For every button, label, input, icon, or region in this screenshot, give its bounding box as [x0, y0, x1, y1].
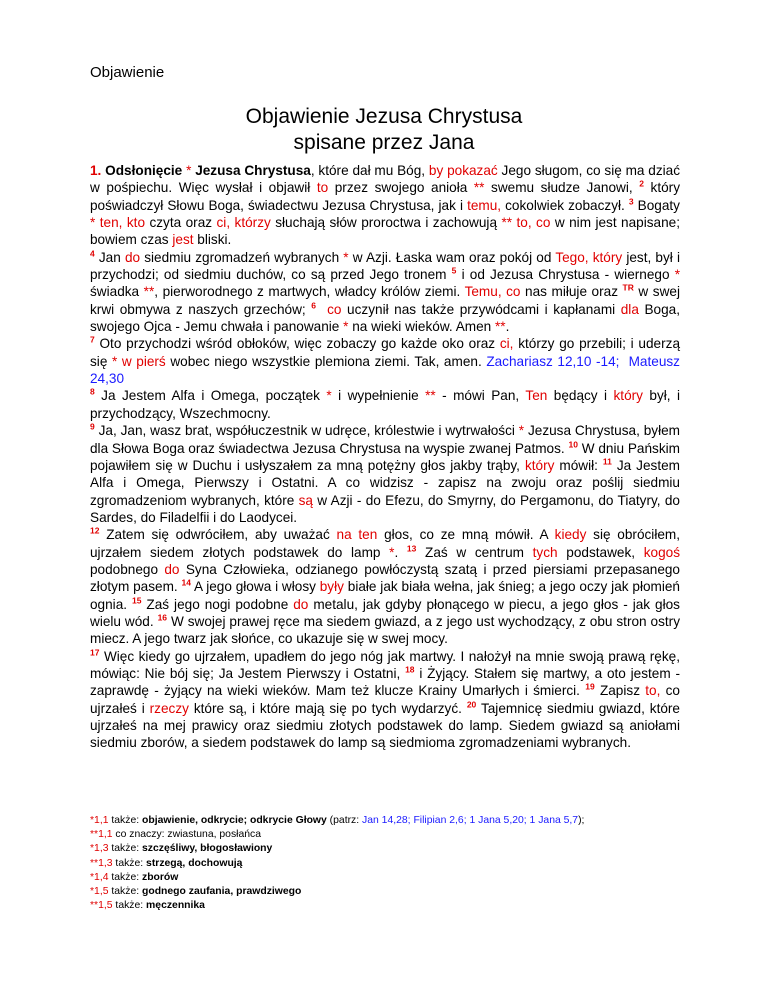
verse-number: 3: [628, 196, 634, 207]
footnote-mark: *: [90, 215, 96, 231]
verse-number: 10: [568, 438, 578, 449]
footnotes: [90, 814, 680, 913]
title-line-2: spisane przez Jana: [293, 131, 475, 154]
footnote-mark: **: [143, 284, 155, 300]
paragraph: [90, 335, 680, 387]
footnote-mark: **: [425, 388, 436, 404]
verse-text: bliski.: [193, 232, 232, 248]
footnote-mark: *1,4: [90, 871, 109, 883]
verse-number: 9: [90, 421, 95, 432]
verse-text: w Azji. Łaska wam oraz pokój od: [348, 249, 556, 265]
verse-number: 2: [639, 178, 644, 189]
added-word: by: [428, 163, 444, 178]
verse-text: Ja Jestem Alfa i Omega, początek: [94, 388, 327, 404]
chapter-heading: Odsłonięcie: [105, 163, 183, 178]
footnote: [90, 899, 680, 913]
added-word: to, co: [516, 215, 551, 231]
paragraph: [90, 648, 680, 752]
added-word: to,: [645, 683, 661, 699]
added-word: Tego,: [555, 249, 589, 265]
title-line-1: Objawienie Jezusa Chrystusa: [245, 105, 523, 128]
footnote: [90, 814, 680, 828]
footnote-mark: **: [495, 319, 506, 335]
verse-number: 18: [405, 664, 415, 675]
verse-text: i od Jezusa Chrystusa - wiernego: [456, 267, 675, 283]
verse-text: będący i: [547, 388, 614, 404]
footnote-mark: *: [186, 163, 192, 178]
verse-number: 12: [90, 525, 100, 536]
added-word: który: [613, 388, 643, 404]
footnote-mark: *: [343, 319, 349, 335]
verse-number: 11: [602, 456, 612, 467]
paragraph: [90, 422, 680, 526]
verse-text: w nim jest napisane; bowiem czas: [90, 215, 681, 248]
footnote-text: także:: [108, 843, 142, 855]
verse-number: 6: [311, 300, 316, 311]
verse-text: Bogaty: [633, 197, 680, 213]
added-word: do: [293, 596, 309, 612]
verse-text: jest, był i przychodzi; od siedmiu duchów, co są przed Jego tronem: [90, 249, 680, 283]
verse-text: się obróciłem, ujrzałem siedem złotych podstawek do lamp: [90, 527, 681, 560]
footnote-mark: *1,1: [90, 815, 109, 826]
verse-text: w Azji - do Efezu, do Smyrny, do Pergamonu, do Tiatyry, do Sardes, do Filadelfii i do Laodycei.: [90, 492, 680, 525]
verse-text: czyta oraz: [145, 215, 217, 231]
verse-number: 19: [585, 681, 595, 692]
footnote-mark: *: [326, 388, 332, 404]
verse-text: Ja, Jan, wasz brat, współuczestnik w udręce, królestwie i wytrwałości: [94, 423, 519, 439]
verse-text: Boga, swojego Ojca - Jemu chwała i panowanie: [90, 301, 680, 335]
footnote-text: także:: [108, 815, 142, 826]
verse-text: głos, co ze mną mówił. A: [377, 527, 555, 543]
footnote-text: także:: [108, 871, 142, 883]
verse-text: i wypełnienie: [331, 388, 426, 404]
footnote-mark: *1,5: [90, 886, 109, 898]
footnote-mark: **1,5: [90, 900, 113, 912]
verse-text: podstawek,: [557, 544, 644, 560]
verse-text: , które dał mu Bóg,: [310, 163, 429, 178]
verse-text: Oto przychodzi wśród obłoków, więc zobaczy go każde oko oraz: [94, 336, 500, 352]
footnote-text: (patrz:: [326, 815, 363, 826]
verse-number: 16: [157, 612, 168, 623]
verse-text: Syna Człowieka, odzianego powłóczystą szatą i przed piersiami przepasanego złotym pasem.: [90, 561, 680, 595]
added-word: kiedy: [554, 527, 587, 543]
footnote: [90, 828, 680, 842]
verse-text: wobec niego wszystkie plemiona ziemi. Tak, amen.: [165, 353, 487, 369]
verse-text: W dniu Pańskim pojawiłem się w Duchu i usłyszałem za mną potężny głos jakby trąby,: [90, 440, 680, 473]
added-word: w pierś: [121, 353, 166, 369]
chapter-heading-2: Jezusa Chrystusa: [195, 163, 311, 178]
verse-text: podobnego: [90, 561, 165, 577]
verse-text: który poświadczył Słowu Boga, świadectwu Jezusa Chrystusa, jak i: [90, 180, 680, 213]
verse-text: co ujrzałeś i: [90, 683, 680, 716]
verse-text: Zaś jego nogi podobne: [141, 596, 294, 612]
added-word: były: [319, 579, 344, 595]
verse-text: nas miłuje oraz: [520, 284, 623, 300]
verse-number: 14: [181, 577, 191, 588]
paragraph: [90, 162, 680, 249]
verse-number: 13: [406, 543, 417, 554]
verse-text: mówił:: [554, 457, 603, 473]
verse-text: białe jak biała wełna, jak śnieg; a jego oczy jak płomień ognia.: [90, 579, 680, 612]
verse-text: które są, i które mają się po tych wydarzyć.: [188, 700, 467, 716]
footnote-mark: *1,3: [90, 843, 109, 855]
added-word: do: [124, 249, 141, 265]
footnote: [90, 885, 680, 899]
verse-text: A jego głowa i włosy: [190, 579, 320, 595]
added-word: rzeczy: [149, 700, 189, 716]
verse-number: 20: [466, 699, 477, 710]
footnote-mark: *: [343, 249, 349, 265]
paragraph: [90, 526, 680, 647]
verse-text: Jan: [94, 249, 125, 265]
verse-text: słuchają słów proroctwa i zachowują: [270, 215, 502, 231]
cross-reference-link[interactable]: Mateusz 24,30: [90, 353, 680, 387]
added-word: co: [327, 301, 342, 317]
added-word: jest: [172, 232, 194, 248]
added-word: do: [164, 561, 180, 577]
verse-text: i Żyjący. Stałem się martwy, a oto jestem - zaprawdę - żyjący na wieki wieków. Mam też klucze Krainy Umarłych i śmierci.: [90, 665, 680, 699]
footnote-text: );: [578, 815, 585, 826]
added-word: temu,: [467, 197, 502, 213]
verse-text: przez swojego anioła: [328, 180, 474, 196]
verse-text: Tajemnicę siedmiu gwiazd, które ujrzałeś na mej prawicy oraz siedmiu złotych podstawek do lamp. Siedem gwiazd są aniołami siedmiu zborów, a siedem podstawek do lamp są siedmioma zgromadzeniami wybranych.: [90, 700, 680, 751]
footnote-mark: *: [674, 267, 680, 283]
verse-text: .: [505, 319, 510, 335]
footnote-mark: **1,1: [90, 829, 113, 841]
added-word: pokazać: [447, 163, 498, 178]
running-header: Objawienie: [90, 64, 165, 81]
verse-text: cokolwiek zobaczył.: [501, 197, 629, 213]
verse-text: .: [394, 544, 407, 560]
footnote-text: także:: [108, 886, 142, 898]
page-title: [0, 104, 768, 156]
verse-text: był, i przychodzący, Wszechmocny.: [90, 388, 681, 421]
footnote-term: męczennika: [146, 900, 205, 912]
text-variant-mark: TR: [622, 282, 634, 293]
footnote-mark: *: [111, 353, 118, 369]
verse-text: którzy go przebili; i uderzą się: [90, 336, 681, 369]
verse-text: Więc kiedy go ujrzałem, upadłem do jego nóg jak martwy. I nałożył na mnie swoją prawą rękę, mówiąc: Nie bój się; Ja Jestem Pierwszy i Ostatni,: [90, 648, 680, 681]
added-word: na ten: [336, 527, 378, 543]
added-word: ci, którzy: [216, 215, 271, 231]
added-word: Ten: [525, 388, 548, 404]
footnote-mark: **: [501, 215, 513, 231]
cross-reference-link[interactable]: Zachariasz 12,10 -14;: [486, 353, 620, 369]
added-word: tych: [532, 544, 558, 560]
footnote-text: także:: [112, 900, 147, 912]
footnote-text: co znaczy: zwiastuna, posłańca: [112, 829, 261, 841]
verse-text: metalu, jak gdyby płonącego w piecu, a jego głos - jak głos wielu wód.: [90, 596, 680, 629]
added-word: który: [524, 457, 555, 473]
added-word: są: [298, 492, 313, 508]
verse-text: , pierworodnego z martwych, władcy królów ziemi.: [154, 284, 465, 300]
verse-text: - mówi Pan,: [435, 388, 526, 404]
verse-text: na wieki wieków. Amen: [348, 319, 495, 335]
cross-reference-link[interactable]: Jan 14,28; Filipian 2,6; 1 Jana 5,20; 1 Jana 5,7: [362, 815, 579, 826]
footnote-term: objawienie, odkrycie; odkrycie Głowy: [142, 815, 327, 826]
verse-number: 4: [90, 248, 95, 259]
verse-text: Zaś w centrum: [416, 544, 533, 560]
footnote-term: godnego zaufania, prawdziwego: [142, 886, 302, 898]
verse-text: uczynił nas także przywódcami i kapłanami: [341, 301, 621, 317]
footnote-mark: **1,3: [90, 857, 113, 869]
verse-text: świadka: [90, 284, 144, 300]
added-word: kogoś: [643, 544, 680, 560]
verse-number: 7: [90, 334, 95, 345]
footnote-term: szczęśliwy, błogosławiony: [142, 843, 273, 855]
added-word: to: [316, 180, 329, 196]
verse-text: siedmiu zgromadzeń wybranych: [140, 249, 344, 265]
paragraph: [90, 249, 680, 336]
verse-text: Jezusa Chrystusa, byłem dla Słowa Boga oraz świadectwa Jezusa Chrystusa na wyspie zwanej Patmos.: [90, 423, 680, 456]
verse-number: 8: [90, 386, 95, 397]
verse-text: Ja Jestem Alfa i Omega, Pierwszy i Ostatni. A co widzisz - zapisz na zwoju oraz poślij siedmiu zgromadzeniom wybranych, które: [90, 457, 680, 508]
added-word: który: [592, 249, 623, 265]
verse-number: 17: [90, 647, 100, 658]
added-word: dla: [620, 301, 639, 317]
footnote-mark: **: [473, 180, 485, 196]
chapter-number: 1.: [90, 163, 102, 178]
footnote-mark: *: [518, 423, 525, 439]
footnote-term: strzegą, dochowują: [146, 857, 243, 869]
verse-text: W swojej prawej ręce ma siedem gwiazd, a z jego ust wychodzący, z obu stron ostry miecz. A jego twarz jak słońce, co ukazuje się w swej mocy.: [90, 613, 680, 647]
footnote: [90, 857, 680, 871]
verse-text: Zapisz: [594, 683, 646, 699]
verse-number: 5: [451, 265, 457, 276]
verse-text: Zatem się odwróciłem, aby uważać: [99, 527, 337, 543]
footnote-mark: *: [389, 544, 395, 560]
footnote: [90, 871, 680, 885]
chapter-text: [90, 162, 680, 752]
added-word: ten, kto: [99, 215, 145, 231]
footnote-term: zborów: [142, 871, 179, 883]
verse-number: 15: [132, 595, 142, 606]
paragraph: [90, 387, 680, 422]
verse-text: w swej krwi obmywa z naszych grzechów;: [90, 284, 680, 317]
verse-text: swemu słudze Janowi,: [484, 180, 640, 196]
footnote-text: także:: [112, 857, 147, 869]
added-word: Temu, co: [464, 284, 521, 300]
added-word: ci,: [499, 336, 514, 352]
footnote: [90, 842, 680, 856]
verse-text: Jego sługom, co się ma dziać w pośpiechu. Więc wysłał i objawił: [90, 163, 681, 196]
